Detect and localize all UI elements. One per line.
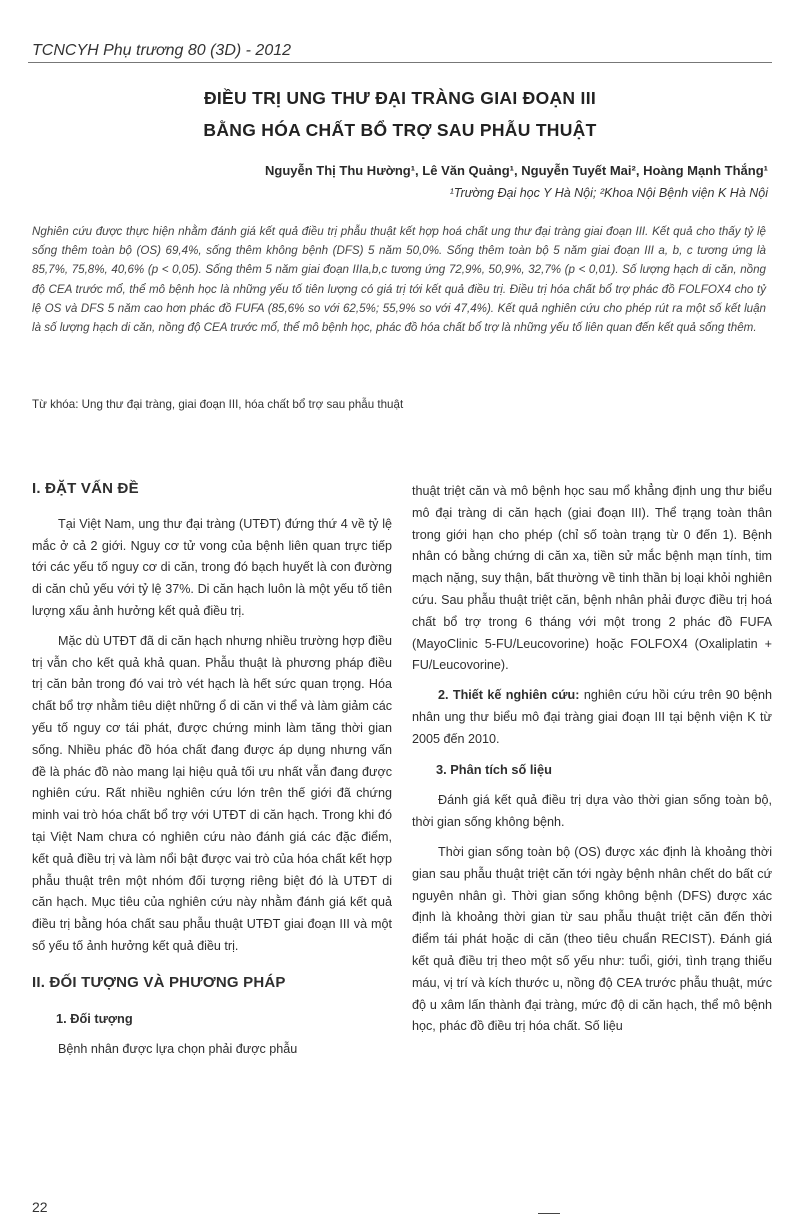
analysis-paragraph-1: Đánh giá kết quả điều trị dựa vào thời gian sống toàn bộ, thời gian sống không bệnh. bbox=[412, 793, 772, 830]
article-title-line1: ĐIỀU TRỊ UNG THƯ ĐẠI TRÀNG GIAI ĐOẠN III bbox=[203, 88, 597, 108]
left-column bbox=[32, 478, 392, 1069]
abstract: Nghiên cứu được thực hiện nhằm đánh giá kết quả điều trị phẫu thuật kết hợp hoá chất ung thư đại tràng giai đoạn III. Kết quả cho thấy tỷ lệ sống thêm toàn bộ (OS) 69,4%, sống thêm không bệnh (DFS) 5 năm 50,0%. Sống thêm toàn bộ 5 năm giai đoạn III a, b, c tương ứng là 85,7%, 75,8%, 40,6% (p < 0,05). Sống thêm 5 năm giai đoạn IIIa,b,c tương ứng 72,9%, 50,9%, 32,7% (p < 0,01). Số lượng hạch di căn, nồng độ CEA trước mổ, thể mô bệnh học là những yếu tố tiên lượng có giá trị tới kết quả điều trị. Điều trị hóa chất bổ trợ phác đồ FOLFOX4 cho tỷ lệ OS và DFS 5 năm cao hơn phác đồ FUFA (85,6% so với 62,5%; 55,9% so với 47,4%). Kết quả nghiên cứu cho phép rút ra một số kết luận là số lượng hạch di căn, nồng độ CEA trước mổ, thể mô bệnh học, phác đồ hóa chất bổ trợ là những yếu tố liên quan đến kết quả sống thêm. bbox=[32, 225, 766, 335]
intro-paragraph-1: Tại Việt Nam, ung thư đại tràng (UTĐT) đứng thứ 4 về tỷ lệ mắc ở cả 2 giới. Nguy cơ tử vong của bệnh liên quan trực tiếp tới các yếu tố nguy cơ di căn, trong đó bạch huyết là con đường di căn chủ yếu với tỷ lệ 37%. Di căn hạch luôn là một yếu tố tiên lượng xấu ảnh hưởng kết quả điều trị. bbox=[32, 516, 392, 618]
running-header: TCNCYH Phụ trương 80 (3D) - 2012 bbox=[32, 42, 292, 59]
subheading-subjects: 1. Đối tượng bbox=[56, 1010, 133, 1026]
design-paragraph bbox=[412, 685, 772, 750]
authors: Nguyễn Thị Thu Hường¹, Lê Văn Quảng¹, Nguyễn Tuyết Mai², Hoàng Mạnh Thắng¹ bbox=[264, 163, 768, 178]
section-heading-methods: II. ĐỐI TƯỢNG VÀ PHƯƠNG PHÁP bbox=[32, 973, 286, 991]
subjects-paragraph: Bệnh nhân được lựa chọn phải được phẫu bbox=[58, 1042, 298, 1057]
page-number: 22 bbox=[32, 1199, 48, 1215]
bottom-mark bbox=[538, 1213, 560, 1214]
article-title-line2: BẰNG HÓA CHẤT BỔ TRỢ SAU PHẪU THUẬT bbox=[203, 120, 597, 140]
right-column bbox=[412, 481, 772, 1046]
subheading-data-analysis: 3. Phân tích số liệu bbox=[436, 761, 552, 777]
section-heading-introduction: I. ĐẶT VẤN ĐỀ bbox=[32, 480, 139, 497]
subjects-paragraph-continued: thuật triệt căn và mô bệnh học sau mổ khẳng định ung thư biểu mô đại tràng di căn hạch (giai đoạn III). Thể trạng toàn thân trong giới hạn cho phép (chỉ số toàn trạng từ 0 đến 1). Bệnh nhân có bằng chứng di căn xa, tiền sử mắc bệnh mạn tính, tim mạch nặng, suy thận, bất thường về tinh thần bị loại khỏi nghiên cứu. Sau phẫu thuật triệt căn, bệnh nhân phải được điều trị hoá chất bổ trợ trong 6 tháng với một trong 2 phác đồ FUFA (MayoClinic 5-FU/Leucovorine) hoặc FOLFOX4 (Oxaliplatin + FU/Leucovorine). bbox=[412, 484, 772, 673]
intro-paragraph-2: Mặc dù UTĐT đã di căn hạch nhưng nhiều trường hợp điều trị vẫn cho kết quả khả quan. Phẫu thuật là phương pháp điều trị căn bản trong đó vai trò vét hạch là hết sức quan trọng. Hóa chất bổ trợ nhằm tiêu diệt những ổ di căn vi thể và làm giảm các yếu tố nguy cơ tái phát, được chứng minh làm tăng thời gian sống. Nhiều phác đồ hóa chất đang được áp dụng nhưng vấn đề là phác đồ nào mang lại hiệu quả tối ưu nhất vẫn đang được nghiên cứu. Rất nhiều nghiên cứu lớn trên thế giới đã chứng minh vai trò hóa chất bổ trợ với UTĐT di căn hạch. Trong khi đó tại Việt Nam chưa có nghiên cứu nào đánh giá các đặc điểm, kết quả điều trị và làm nổi bật được vai trò của hóa chất kết hợp phẫu thuật trên một nhóm đối tượng riêng biệt đó là UTĐT di căn hạch. Mục tiêu của nghiên cứu này nhằm đánh giá kết quả điều trị bằng hóa chất sau phẫu thuật UTĐT giai đoạn III và một số yếu tố ảnh hưởng kết quả điều trị. bbox=[32, 633, 392, 953]
analysis-paragraph-2: Thời gian sống toàn bộ (OS) được xác định là khoảng thời gian sau phẫu thuật triệt căn tới ngày bệnh nhân chết do bất cứ nguyên nhân gì. Thời gian sống không bệnh (DFS) được xác định là khoảng thời gian từ sau phẫu thuật triệt căn đến thời điểm tái phát hoặc di căn (theo tiêu chuẩn RECIST). Đánh giá kết quả điều trị theo một số yếu như: tuổi, giới, tình trạng thiếu máu, vị trí và kích thước u, nồng độ CEA trước phẫu thuật, mức độ u xâm lấn thành đại tràng, mức độ di căn hạch, thể mô bệnh học, phác đồ điều trị hóa chất. Số liệu bbox=[412, 844, 772, 1034]
header-rule bbox=[28, 62, 772, 63]
design-label: 2. Thiết kế nghiên cứu: bbox=[438, 688, 580, 703]
affiliation: ¹Trường Đại học Y Hà Nội; ²Khoa Nội Bệnh viện K Hà Nội bbox=[449, 186, 768, 200]
design-text: nghiên cứu hồi cứu trên 90 bệnh nhân ung thư biểu mô đại tràng giai đoạn III tại bệnh viện K từ 2005 đến 2010. bbox=[412, 688, 773, 746]
keywords: Từ khóa: Ung thư đại tràng, giai đoạn III, hóa chất bổ trợ sau phẫu thuật bbox=[32, 398, 404, 411]
